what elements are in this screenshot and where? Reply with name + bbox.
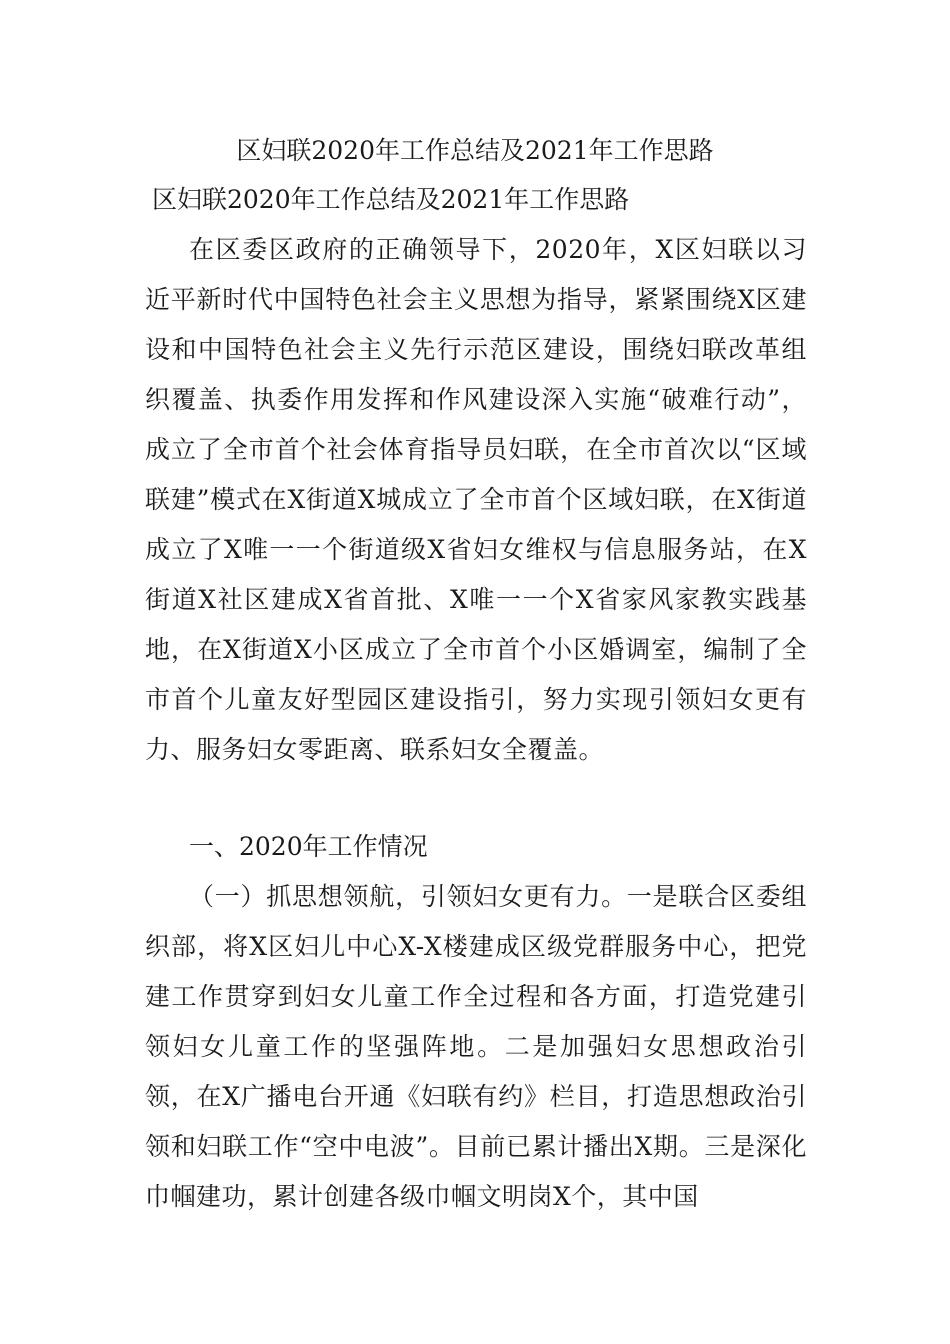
- section-heading: 一、2020年工作情况: [189, 832, 428, 861]
- document-title: 区妇联2020年工作总结及2021年工作思路: [236, 136, 714, 165]
- intro-paragraph: 在区委区政府的正确领导下，2020年，X区妇联以习近平新时代中国特色社会主义思想为指导，紧紧围绕X区建设和中国特色社会主义先行示范区建设，围绕妇联改革组织覆盖、执委作用发挥和作风建设深入实施“破难行动”，成立了全市首个社会体育指导员妇联，在全市首次以“区域联建”模式在X街道X城成立了全市首个区域妇联，在X街道成立了X唯一一个街道级X省妇女维权与信息服务站，在X街道X社区建成X省首批、X唯一一个X省家风家教实践基地，在X街道X小区成立了全市首个小区婚调室，编制了全市首个儿童友好型园区建设指引，努力实现引领妇女更有力、服务妇女零距离、联系妇女全覆盖。: [145, 235, 807, 764]
- document-subtitle: 区妇联2020年工作总结及2021年工作思路: [152, 185, 630, 214]
- section-paragraph: （一）抓思想领航，引领妇女更有力。一是联合区委组织部，将X区妇儿中心X-X楼建成区级党群服务中心，把党建工作贯穿到妇女儿童工作全过程和各方面，打造党建引领妇女儿童工作的坚强阵地。二是加强妇女思想政治引领，在X广播电台开通《妇联有约》栏目，打造思想政治引领和妇联工作“空中电波”。目前已累计播出X期。三是深化巾帼建功，累计创建各级巾帼文明岗X个，其中国: [145, 882, 807, 1211]
